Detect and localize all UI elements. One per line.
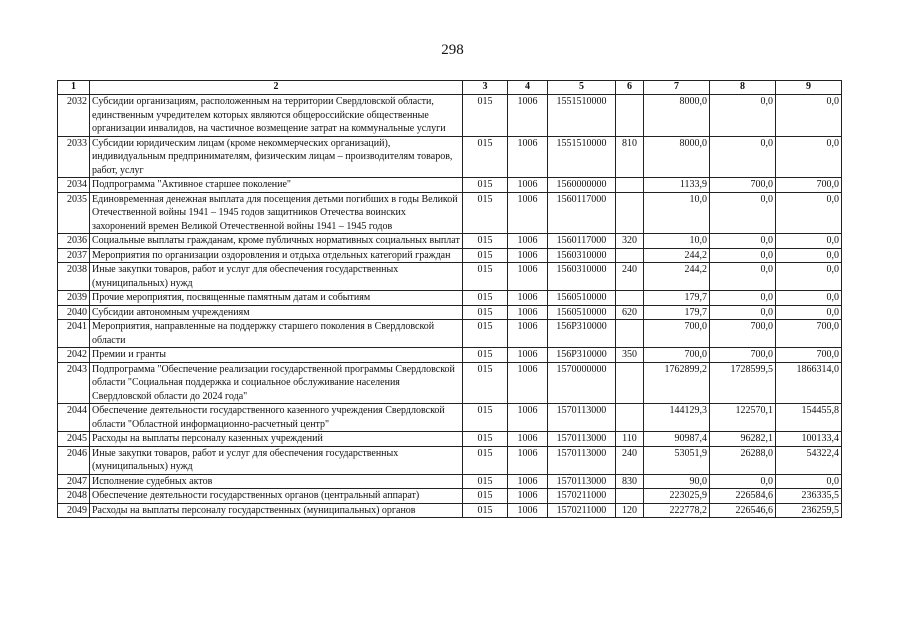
- row-admin-code: 015: [463, 404, 508, 432]
- row-admin-code: 015: [463, 248, 508, 263]
- row-expense-type: [616, 362, 644, 404]
- row-expense-type: [616, 320, 644, 348]
- row-expense-type: [616, 489, 644, 504]
- header-row: [58, 81, 842, 95]
- row-value-col9: 0,0: [776, 263, 842, 291]
- row-value-col9: 700,0: [776, 348, 842, 363]
- table-row: [58, 446, 842, 474]
- row-section-code: 1006: [508, 404, 548, 432]
- row-target-article: 1570113000: [548, 446, 616, 474]
- row-admin-code: 015: [463, 474, 508, 489]
- row-number: 2033: [58, 136, 90, 178]
- header-cell: 9: [776, 81, 842, 95]
- row-number: 2048: [58, 489, 90, 504]
- table-row: [58, 503, 842, 518]
- row-value-col7: 700,0: [644, 320, 710, 348]
- row-value-col7: 1762899,2: [644, 362, 710, 404]
- row-number: 2038: [58, 263, 90, 291]
- row-target-article: 1570113000: [548, 404, 616, 432]
- row-section-code: 1006: [508, 320, 548, 348]
- row-target-article: 1560117000: [548, 192, 616, 234]
- row-admin-code: 015: [463, 503, 508, 518]
- table-row: [58, 305, 842, 320]
- row-name: Премии и гранты: [90, 348, 463, 363]
- row-target-article: 1570000000: [548, 362, 616, 404]
- row-value-col9: 0,0: [776, 291, 842, 306]
- row-expense-type: 830: [616, 474, 644, 489]
- row-expense-type: [616, 178, 644, 193]
- row-name: Мероприятия по организации оздоровления и отдыха отдельных категорий граждан: [90, 248, 463, 263]
- row-section-code: 1006: [508, 263, 548, 291]
- table-row: [58, 362, 842, 404]
- row-value-col9: 154455,8: [776, 404, 842, 432]
- row-admin-code: 015: [463, 320, 508, 348]
- row-value-col9: 0,0: [776, 136, 842, 178]
- row-name: Расходы на выплаты персоналу казенных учреждений: [90, 432, 463, 447]
- table-row: [58, 291, 842, 306]
- row-admin-code: 015: [463, 305, 508, 320]
- row-target-article: 1560310000: [548, 263, 616, 291]
- row-expense-type: [616, 248, 644, 263]
- row-section-code: 1006: [508, 489, 548, 504]
- row-admin-code: 015: [463, 362, 508, 404]
- row-section-code: 1006: [508, 305, 548, 320]
- header-cell: 7: [644, 81, 710, 95]
- row-number: 2032: [58, 95, 90, 137]
- row-section-code: 1006: [508, 446, 548, 474]
- row-name: Субсидии автономным учреждениям: [90, 305, 463, 320]
- row-name: Социальные выплаты гражданам, кроме публичных нормативных социальных выплат: [90, 234, 463, 249]
- row-number: 2040: [58, 305, 90, 320]
- row-section-code: 1006: [508, 234, 548, 249]
- row-expense-type: [616, 404, 644, 432]
- row-admin-code: 015: [463, 348, 508, 363]
- page-number: 298: [441, 42, 464, 58]
- row-section-code: 1006: [508, 432, 548, 447]
- row-value-col9: 0,0: [776, 305, 842, 320]
- row-target-article: 156P310000: [548, 320, 616, 348]
- row-target-article: 1560310000: [548, 248, 616, 263]
- row-number: 2034: [58, 178, 90, 193]
- row-value-col7: 1133,9: [644, 178, 710, 193]
- row-name: Иные закупки товаров, работ и услуг для обеспечения государственных (муниципальных) нужд: [90, 446, 463, 474]
- row-name: Обеспечение деятельности государственного казенного учреждения Свердловской области "Областной информационно-расчетный центр": [90, 404, 463, 432]
- row-section-code: 1006: [508, 178, 548, 193]
- row-number: 2042: [58, 348, 90, 363]
- row-name: Обеспечение деятельности государственных органов (центральный аппарат): [90, 489, 463, 504]
- row-value-col8: 26288,0: [710, 446, 776, 474]
- row-target-article: 1551510000: [548, 136, 616, 178]
- row-section-code: 1006: [508, 291, 548, 306]
- row-value-col7: 222778,2: [644, 503, 710, 518]
- row-expense-type: 120: [616, 503, 644, 518]
- row-expense-type: 320: [616, 234, 644, 249]
- table-row: [58, 136, 842, 178]
- row-expense-type: 810: [616, 136, 644, 178]
- row-name: Прочие мероприятия, посвященные памятным датам и событиям: [90, 291, 463, 306]
- row-value-col9: 700,0: [776, 178, 842, 193]
- table-row: [58, 248, 842, 263]
- row-number: 2035: [58, 192, 90, 234]
- row-value-col8: 226584,6: [710, 489, 776, 504]
- row-admin-code: 015: [463, 432, 508, 447]
- row-value-col7: 179,7: [644, 305, 710, 320]
- row-value-col9: 1866314,0: [776, 362, 842, 404]
- row-value-col7: 700,0: [644, 348, 710, 363]
- row-name: Исполнение судебных актов: [90, 474, 463, 489]
- row-name: Иные закупки товаров, работ и услуг для обеспечения государственных (муниципальных) нужд: [90, 263, 463, 291]
- row-admin-code: 015: [463, 234, 508, 249]
- row-value-col8: 0,0: [710, 291, 776, 306]
- row-value-col9: 236259,5: [776, 503, 842, 518]
- row-target-article: 1560117000: [548, 234, 616, 249]
- row-target-article: 1570113000: [548, 474, 616, 489]
- row-name: Подпрограмма "Обеспечение реализации государственной программы Свердловской области "Социальная поддержка и социальное обслуживание населения Свердловской области до 2024 года": [90, 362, 463, 404]
- table-row: [58, 404, 842, 432]
- row-value-col7: 8000,0: [644, 136, 710, 178]
- row-section-code: 1006: [508, 95, 548, 137]
- row-number: 2037: [58, 248, 90, 263]
- row-value-col8: 226546,6: [710, 503, 776, 518]
- table-row: [58, 95, 842, 137]
- row-admin-code: 015: [463, 178, 508, 193]
- row-expense-type: 350: [616, 348, 644, 363]
- row-value-col8: 700,0: [710, 320, 776, 348]
- row-value-col7: 179,7: [644, 291, 710, 306]
- row-value-col9: 0,0: [776, 234, 842, 249]
- row-admin-code: 015: [463, 95, 508, 137]
- row-name: Единовременная денежная выплата для посещения детьми погибших в годы Великой Отечественной войны 1941 – 1945 годов защитников Отечества воинских захоронений времен Великой Отечественной войны 1941 – 1945 годов: [90, 192, 463, 234]
- row-value-col8: 700,0: [710, 178, 776, 193]
- row-section-code: 1006: [508, 248, 548, 263]
- row-value-col9: 0,0: [776, 474, 842, 489]
- row-value-col8: 0,0: [710, 136, 776, 178]
- row-target-article: 1570113000: [548, 432, 616, 447]
- header-cell: 5: [548, 81, 616, 95]
- header-cell: 8: [710, 81, 776, 95]
- row-value-col8: 0,0: [710, 192, 776, 234]
- row-target-article: 1560000000: [548, 178, 616, 193]
- row-value-col7: 144129,3: [644, 404, 710, 432]
- row-number: 2043: [58, 362, 90, 404]
- row-name: Мероприятия, направленные на поддержку старшего поколения в Свердловской области: [90, 320, 463, 348]
- row-value-col7: 244,2: [644, 248, 710, 263]
- row-value-col8: 0,0: [710, 234, 776, 249]
- row-value-col9: 236335,5: [776, 489, 842, 504]
- table-row: [58, 192, 842, 234]
- row-expense-type: [616, 95, 644, 137]
- row-expense-type: [616, 192, 644, 234]
- header-cell: 3: [463, 81, 508, 95]
- row-expense-type: 240: [616, 263, 644, 291]
- row-section-code: 1006: [508, 474, 548, 489]
- row-value-col7: 90987,4: [644, 432, 710, 447]
- table-row: [58, 320, 842, 348]
- row-admin-code: 015: [463, 136, 508, 178]
- table-row: [58, 178, 842, 193]
- row-target-article: 1570211000: [548, 503, 616, 518]
- row-expense-type: 110: [616, 432, 644, 447]
- row-admin-code: 015: [463, 446, 508, 474]
- row-name: Субсидии юридическим лицам (кроме некоммерческих организаций), индивидуальным предпринимателям, физическим лицам – производителям товаров, работ, услуг: [90, 136, 463, 178]
- row-number: 2049: [58, 503, 90, 518]
- row-value-col9: 0,0: [776, 95, 842, 137]
- row-name: Подпрограмма "Активное старшее поколение": [90, 178, 463, 193]
- row-section-code: 1006: [508, 348, 548, 363]
- row-value-col9: 100133,4: [776, 432, 842, 447]
- row-expense-type: 620: [616, 305, 644, 320]
- row-value-col8: 0,0: [710, 95, 776, 137]
- table-row: [58, 234, 842, 249]
- table-row: [58, 432, 842, 447]
- row-target-article: 1551510000: [548, 95, 616, 137]
- row-expense-type: [616, 291, 644, 306]
- row-name: Расходы на выплаты персоналу государственных (муниципальных) органов: [90, 503, 463, 518]
- budget-table: [57, 80, 842, 518]
- row-value-col9: 700,0: [776, 320, 842, 348]
- row-value-col7: 53051,9: [644, 446, 710, 474]
- row-value-col8: 0,0: [710, 263, 776, 291]
- row-target-article: 1560510000: [548, 291, 616, 306]
- header-cell: 6: [616, 81, 644, 95]
- table-row: [58, 474, 842, 489]
- row-value-col8: 0,0: [710, 248, 776, 263]
- row-number: 2046: [58, 446, 90, 474]
- table-row: [58, 489, 842, 504]
- row-value-col7: 10,0: [644, 192, 710, 234]
- row-target-article: 1560510000: [548, 305, 616, 320]
- row-value-col9: 54322,4: [776, 446, 842, 474]
- row-value-col7: 223025,9: [644, 489, 710, 504]
- row-name: Субсидии организациям, расположенным на территории Свердловской области, единственным учредителем которых являются общероссийские общественные организации инвалидов, на частичное возмещение затрат на коммунальные услуги: [90, 95, 463, 137]
- table-row: [58, 348, 842, 363]
- row-section-code: 1006: [508, 503, 548, 518]
- header-cell: 2: [90, 81, 463, 95]
- row-section-code: 1006: [508, 192, 548, 234]
- table-row: [58, 263, 842, 291]
- row-admin-code: 015: [463, 263, 508, 291]
- row-section-code: 1006: [508, 362, 548, 404]
- row-number: 2044: [58, 404, 90, 432]
- row-number: 2036: [58, 234, 90, 249]
- row-value-col8: 122570,1: [710, 404, 776, 432]
- row-admin-code: 015: [463, 489, 508, 504]
- table-body: [58, 95, 842, 518]
- row-target-article: 156P310000: [548, 348, 616, 363]
- row-value-col8: 96282,1: [710, 432, 776, 447]
- row-value-col8: 700,0: [710, 348, 776, 363]
- row-number: 2047: [58, 474, 90, 489]
- row-value-col7: 8000,0: [644, 95, 710, 137]
- row-admin-code: 015: [463, 291, 508, 306]
- row-value-col9: 0,0: [776, 192, 842, 234]
- row-number: 2041: [58, 320, 90, 348]
- row-target-article: 1570211000: [548, 489, 616, 504]
- row-value-col9: 0,0: [776, 248, 842, 263]
- header-cell: 4: [508, 81, 548, 95]
- row-value-col8: 0,0: [710, 305, 776, 320]
- header-cell: 1: [58, 81, 90, 95]
- row-value-col7: 90,0: [644, 474, 710, 489]
- row-number: 2039: [58, 291, 90, 306]
- row-number: 2045: [58, 432, 90, 447]
- row-expense-type: 240: [616, 446, 644, 474]
- row-value-col8: 1728599,5: [710, 362, 776, 404]
- row-value-col7: 244,2: [644, 263, 710, 291]
- row-section-code: 1006: [508, 136, 548, 178]
- row-value-col7: 10,0: [644, 234, 710, 249]
- row-admin-code: 015: [463, 192, 508, 234]
- row-value-col8: 0,0: [710, 474, 776, 489]
